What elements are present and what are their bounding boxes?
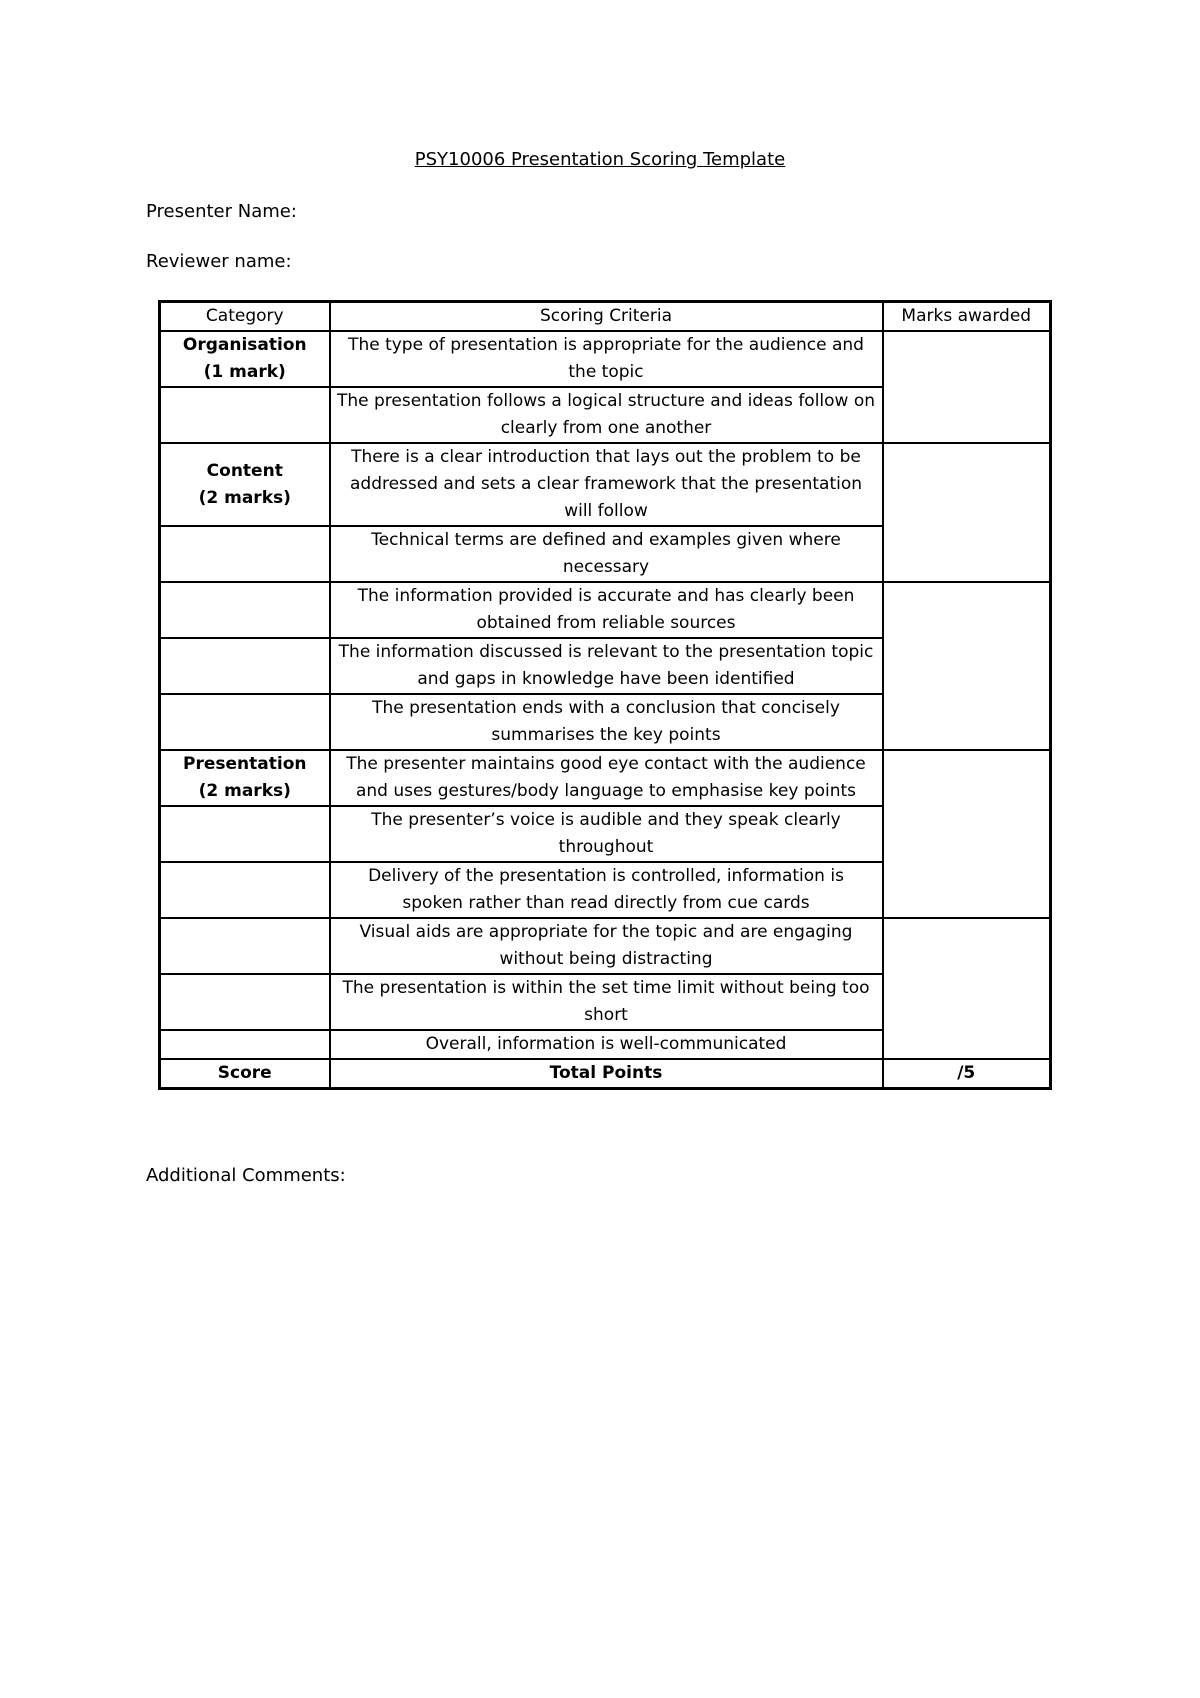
scoring-table [158,300,1052,1090]
category-empty-cell [160,1030,330,1059]
criteria-cell: Visual aids are appropriate for the topic and are engaging without being distracting [330,918,883,974]
document-title: PSY10006 Presentation Scoring Template [414,149,786,170]
marks-awarded-cell-presentation-b[interactable] [883,918,1051,1059]
marks-awarded-cell-content-b[interactable] [883,582,1051,750]
category-empty-cell [160,974,330,1030]
marks-awarded-cell-organisation[interactable] [883,331,1051,443]
header-scoring-criteria: Scoring Criteria [330,302,883,332]
criteria-cell: The information discussed is relevant to the presentation topic and gaps in knowledge have been identified [330,638,883,694]
header-marks-awarded: Marks awarded [883,302,1051,332]
criteria-cell: The presentation ends with a conclusion that concisely summarises the key points [330,694,883,750]
criteria-cell: The information provided is accurate and has clearly been obtained from reliable sources [330,582,883,638]
category-empty-cell [160,862,330,918]
table-row [160,443,1051,526]
marks-awarded-cell-content-a[interactable] [883,443,1051,582]
category-marks: (1 mark) [203,362,286,382]
table-row [160,582,1051,638]
category-empty-cell [160,526,330,582]
category-name: Organisation [182,335,307,355]
category-empty-cell [160,806,330,862]
criteria-cell: Overall, information is well-communicated [330,1030,883,1059]
criteria-cell: The type of presentation is appropriate for the audience and the topic [330,331,883,387]
total-points-value: /5 [883,1059,1051,1089]
presenter-name-label: Presenter Name: [146,201,297,222]
marks-awarded-cell-presentation-a[interactable] [883,750,1051,918]
table-header-row [160,302,1051,332]
table-footer-row [160,1059,1051,1089]
table-row [160,331,1051,387]
category-organisation-cell [160,331,330,387]
category-empty-cell [160,918,330,974]
table-row [160,918,1051,974]
category-name: Content [206,460,283,481]
category-presentation-cell [160,750,330,806]
reviewer-name-label: Reviewer name: [146,251,292,272]
score-label: Score [160,1059,330,1089]
criteria-cell: The presenter maintains good eye contact with the audience and uses gestures/body language to emphasise key points [330,750,883,806]
total-points-label: Total Points [330,1059,883,1089]
criteria-cell: The presenter’s voice is audible and they speak clearly throughout [330,806,883,862]
category-marks: (2 marks) [198,487,291,508]
category-empty-cell [160,694,330,750]
criteria-cell: Delivery of the presentation is controlled, information is spoken rather than read directly from cue cards [330,862,883,918]
header-category: Category [160,302,330,332]
category-content-cell [160,443,330,526]
category-empty-cell [160,638,330,694]
additional-comments-label: Additional Comments: [146,1165,346,1186]
category-empty-cell [160,582,330,638]
category-marks: (2 marks) [198,781,291,801]
criteria-cell: The presentation follows a logical structure and ideas follow on clearly from one another [330,387,883,443]
criteria-cell: The presentation is within the set time limit without being too short [330,974,883,1030]
criteria-cell: Technical terms are defined and examples given where necessary [330,526,883,582]
criteria-cell: There is a clear introduction that lays out the problem to be addressed and sets a clear framework that the presentation will follow [330,443,883,526]
category-empty-cell [160,387,330,443]
table-row [160,750,1051,806]
category-name: Presentation [183,754,307,774]
